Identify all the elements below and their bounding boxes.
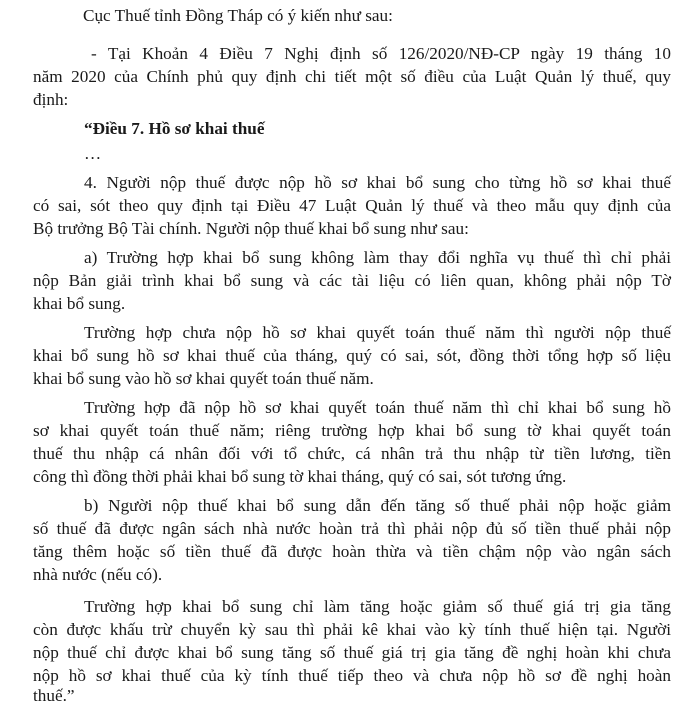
article-heading: “Điều 7. Hồ sơ khai thuế — [84, 119, 265, 138]
citation-line-2: năm 2020 của Chính phủ quy định chi tiết một số điều của Luật Quản lý thuế, quy — [33, 67, 671, 86]
case-not-filed-line-2: khai bổ sung hồ sơ khai thuế của tháng, quý có sai, sót, đồng thời tổng hợp số liệu — [33, 346, 671, 365]
case-filed-line-2: sơ khai quyết toán thuế năm; riêng trường hợp khai bổ sung tờ khai quyết toán — [33, 421, 671, 440]
vat-case-line-2: còn được khấu trừ chuyển kỳ sau thì phải kê khai vào kỳ tính thuế hiện tại. Người — [33, 620, 671, 639]
case-not-filed-line-1: Trường hợp chưa nộp hồ sơ khai quyết toán thuế năm thì người nộp thuế — [84, 323, 671, 342]
clause-4-line-1: 4. Người nộp thuế được nộp hồ sơ khai bổ sung cho từng hồ sơ khai thuế — [84, 173, 671, 192]
point-a-line-2: nộp Bản giải trình khai bổ sung và các tài liệu có liên quan, không phải nộp Tờ — [33, 271, 671, 290]
point-b-line-2: số thuế đã được ngân sách nhà nước hoàn trả thì phải nộp đủ số tiền thuế phải nộp — [33, 519, 671, 538]
case-filed-line-1: Trường hợp đã nộp hồ sơ khai quyết toán thuế năm thì chỉ khai bổ sung hồ — [84, 398, 671, 417]
vat-case-line-1: Trường hợp khai bổ sung chỉ làm tăng hoặc giảm số thuế giá trị gia tăng — [84, 597, 671, 616]
vat-case-line-4: nộp hồ sơ khai thuế của kỳ tính thuế tiếp theo và chưa nộp hồ sơ đề nghị hoàn — [33, 666, 671, 685]
point-a-line-3: khai bổ sung. — [33, 294, 126, 313]
case-filed-line-3: thuế thu nhập cá nhân đối với tổ chức, cá nhân trả thu nhập từ tiền lương, tiền — [33, 444, 671, 463]
citation-line-1: - Tại Khoản 4 Điều 7 Nghị định số 126/2020/NĐ-CP ngày 19 tháng 10 — [91, 44, 671, 63]
point-b-line-4: nhà nước (nếu có). — [33, 565, 163, 584]
case-not-filed-line-3: khai bổ sung vào hồ sơ khai quyết toán thuế năm. — [33, 369, 374, 388]
point-b-line-3: tăng thêm hoặc số tiền thuế đã được hoàn thừa và tiền chậm nộp vào ngân sách — [33, 542, 671, 561]
case-filed-line-4: công thì đồng thời phải khai bổ sung tờ khai tháng, quý có sai, sót tương ứng. — [33, 467, 567, 486]
clause-4-line-3: Bộ trưởng Bộ Tài chính. Người nộp thuế khai bổ sung như sau: — [33, 219, 469, 238]
ellipsis-line: … — [84, 144, 102, 163]
clause-4-line-2: có sai, sót theo quy định tại Điều 47 Luật Quản lý thuế và theo mẫu quy định của — [33, 196, 671, 215]
point-a-line-1: a) Trường hợp khai bổ sung không làm thay đổi nghĩa vụ thuế thì chỉ phải — [84, 248, 671, 267]
citation-line-3: định: — [33, 90, 69, 109]
intro-line: Cục Thuế tỉnh Đồng Tháp có ý kiến như sau: — [83, 6, 393, 25]
point-b-line-1: b) Người nộp thuế khai bổ sung dẫn đến tăng số thuế phải nộp hoặc giảm — [84, 496, 671, 515]
vat-case-line-3: nộp thuế chỉ được khai bổ sung tăng số thuế giá trị gia tăng đề nghị hoàn khi chưa — [33, 643, 671, 662]
vat-case-line-5: thuế.” — [33, 686, 75, 705]
